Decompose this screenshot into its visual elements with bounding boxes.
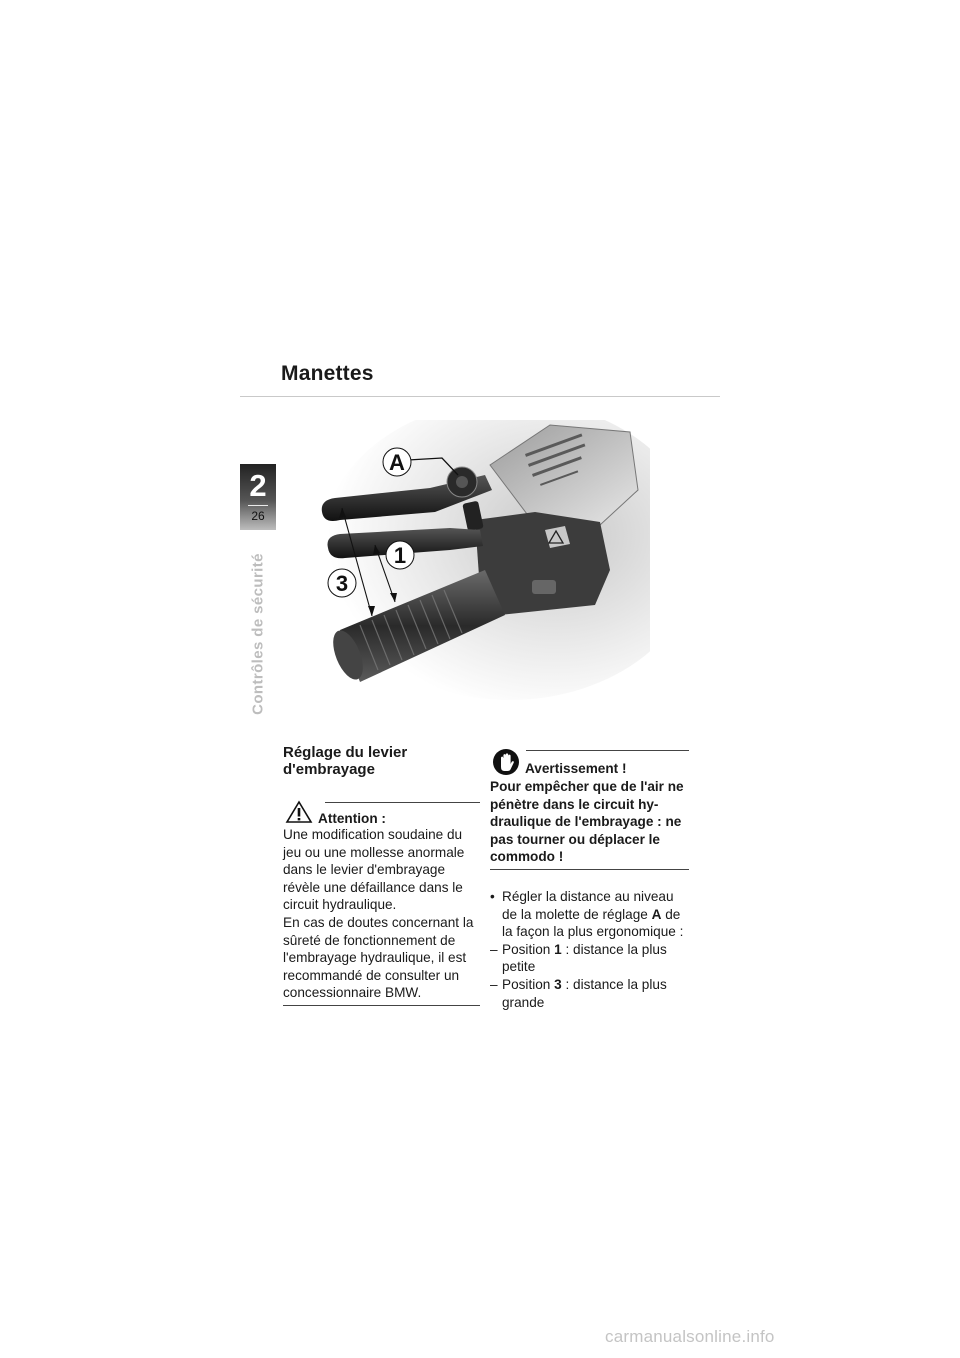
step-text: Position: [502, 976, 555, 992]
dash-marker: –: [490, 941, 498, 957]
callout-a-label: A: [389, 450, 405, 475]
callout-3-label: 3: [335, 571, 349, 596]
attention-paragraph-1: Une modification soudaine du jeu ou une mollesse anormale dans le levier d'embrayage révèle une défaillance dans le circuit hydraulique.: [283, 827, 465, 913]
step-text: Régler la distance au niveau de la molette de réglage: [502, 888, 674, 922]
clutch-lever-photo: [300, 420, 650, 710]
title-divider: [240, 396, 720, 397]
attention-title: Attention :: [318, 811, 386, 826]
step-reference: 1: [554, 941, 562, 957]
step-text: de la façon la plus ergonomique :: [502, 906, 684, 940]
step-text: : distance la plus grande: [502, 976, 667, 1010]
section-heading: Réglage du levier d'embrayage: [283, 744, 408, 778]
warning-header: [490, 748, 689, 776]
attention-top-rule: [325, 802, 480, 803]
step-reference: A: [651, 906, 662, 922]
page-number: 26: [251, 509, 265, 523]
warning-triangle-icon: [285, 800, 313, 824]
watermark: carmanualsonline.info: [605, 1327, 775, 1346]
warning-top-rule: [526, 750, 689, 751]
step-text: : distance la plus petite: [502, 941, 667, 975]
step-text: Position: [502, 941, 555, 957]
warning-note: [490, 748, 689, 1011]
instruction-step: [490, 976, 689, 1011]
attention-paragraph-2: En cas de doutes concernant la sûreté de fonctionnement de l'embrayage hydraulique, il est recommandé de consulter un concessionnaire BMW.: [283, 914, 474, 1001]
instruction-list: [490, 888, 689, 1011]
stop-hand-icon: [492, 748, 520, 776]
chapter-number: 2: [249, 468, 267, 503]
chapter-side-label: Contrôles de sécurité: [249, 553, 267, 715]
attention-bottom-rule: [283, 1005, 480, 1006]
attention-note: [283, 800, 480, 1006]
page-title: Manettes: [281, 362, 374, 385]
instruction-step: [490, 941, 689, 976]
step-reference: 3: [554, 976, 562, 992]
warning-title: Avertissement !: [525, 761, 627, 776]
callout-1-label: 1: [393, 543, 407, 568]
attention-header: [283, 800, 480, 826]
chapter-divider: [248, 505, 268, 506]
chapter-tab: [240, 464, 276, 530]
warning-bottom-rule: [490, 869, 689, 870]
dash-marker: –: [490, 976, 498, 992]
bullet-marker: •: [490, 888, 495, 904]
warning-text: Pour empêcher que de l'air ne pénètre dans le circuit hy- draulique de l'embrayage : ne pas tourner ou déplacer le commodo !: [490, 779, 684, 865]
instruction-step: [490, 888, 689, 941]
